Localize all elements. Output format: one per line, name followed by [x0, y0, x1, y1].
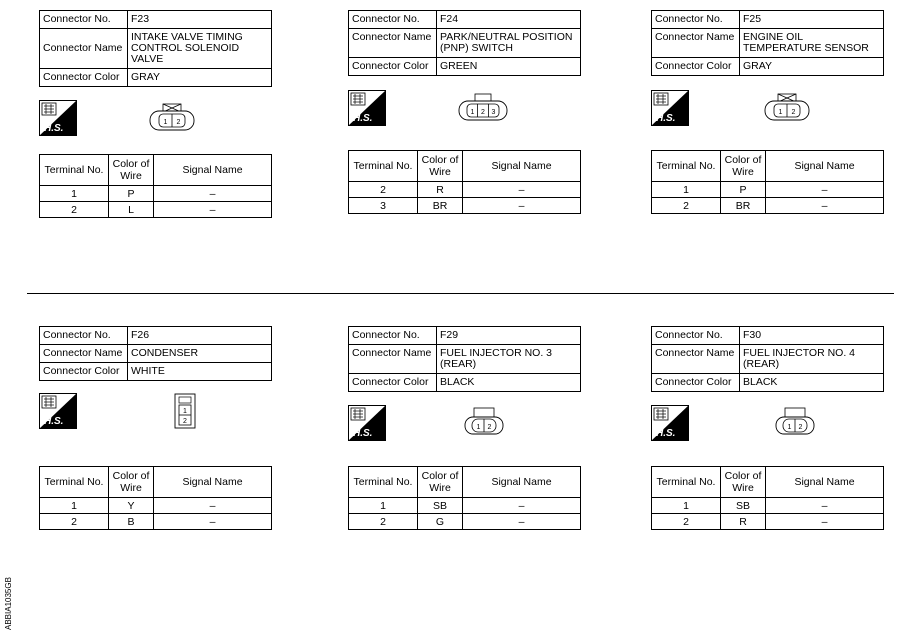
terminal-no-header: Terminal No. — [349, 151, 418, 182]
connector-info-table — [651, 10, 884, 76]
connector-name-label: Connector Name — [349, 29, 437, 58]
pin-label: 1 — [778, 109, 783, 116]
connector-color-label: Connector Color — [40, 363, 128, 381]
signal-cell: – — [766, 182, 884, 198]
connector-block-f26 — [39, 326, 272, 381]
wire-color-cell: BR — [721, 198, 766, 214]
connector-name-label: Connector Name — [40, 29, 128, 69]
table-row — [40, 186, 272, 202]
signal-cell: – — [463, 198, 581, 214]
signal-name-header: Signal Name — [463, 467, 581, 498]
connector-no-value: F23 — [128, 11, 272, 29]
connector-face-diagram — [775, 407, 815, 435]
signal-name-header: Signal Name — [154, 467, 272, 498]
terminal-no-header: Terminal No. — [652, 467, 721, 498]
terminal-no-cell: 2 — [652, 514, 721, 530]
terminal-block-f30 — [651, 466, 884, 530]
terminal-no-header: Terminal No. — [349, 467, 418, 498]
table-row — [349, 182, 581, 198]
table-row — [652, 498, 884, 514]
color-of-wire-header: Color of Wire — [109, 155, 154, 186]
signal-name-header: Signal Name — [766, 467, 884, 498]
connector-color-label: Connector Color — [349, 374, 437, 392]
table-row — [40, 498, 272, 514]
hs-icon — [39, 100, 77, 136]
signal-cell: – — [766, 498, 884, 514]
signal-cell: – — [766, 514, 884, 530]
terminal-no-cell: 1 — [652, 498, 721, 514]
terminal-no-header: Terminal No. — [40, 467, 109, 498]
terminal-table — [651, 150, 884, 214]
table-row — [652, 514, 884, 530]
wire-color-cell: G — [418, 514, 463, 530]
signal-cell: – — [154, 202, 272, 218]
terminal-no-cell: 1 — [40, 498, 109, 514]
pin-label: 2 — [487, 424, 492, 431]
hs-label: H.S. — [656, 113, 676, 124]
connector-no-value: F25 — [740, 11, 884, 29]
terminal-no-cell: 1 — [40, 186, 109, 202]
terminal-no-cell: 1 — [349, 498, 418, 514]
signal-cell: – — [154, 514, 272, 530]
connector-name-label: Connector Name — [652, 345, 740, 374]
signal-cell: – — [766, 198, 884, 214]
terminal-no-header: Terminal No. — [40, 155, 109, 186]
connector-no-label: Connector No. — [349, 327, 437, 345]
color-of-wire-header: Color of Wire — [418, 467, 463, 498]
pin-label: 2 — [183, 418, 187, 425]
connector-block-f29 — [348, 326, 581, 392]
connector-name-value: CONDENSER — [128, 345, 272, 363]
hs-label: H.S. — [353, 428, 373, 439]
connector-name-value: FUEL INJECTOR NO. 3 (REAR) — [437, 345, 581, 374]
connector-face-diagram — [149, 103, 195, 131]
terminal-no-cell: 2 — [40, 514, 109, 530]
connector-name-label: Connector Name — [652, 29, 740, 58]
connector-face-diagram — [174, 393, 196, 429]
terminal-no-cell: 2 — [349, 514, 418, 530]
wire-color-cell: P — [109, 186, 154, 202]
wire-color-cell: P — [721, 182, 766, 198]
signal-name-header: Signal Name — [154, 155, 272, 186]
wire-color-cell: R — [721, 514, 766, 530]
terminal-no-cell: 3 — [349, 198, 418, 214]
connector-no-value: F26 — [128, 327, 272, 345]
hs-icon — [348, 405, 386, 441]
connector-name-label: Connector Name — [40, 345, 128, 363]
connector-no-label: Connector No. — [652, 327, 740, 345]
hs-icon — [39, 393, 77, 429]
connector-color-value: WHITE — [128, 363, 272, 381]
section-divider — [27, 293, 894, 294]
terminal-no-cell: 1 — [652, 182, 721, 198]
signal-cell: – — [463, 182, 581, 198]
wire-color-cell: B — [109, 514, 154, 530]
terminal-no-header: Terminal No. — [652, 151, 721, 182]
color-of-wire-header: Color of Wire — [109, 467, 154, 498]
terminal-no-cell: 2 — [40, 202, 109, 218]
connector-name-value: FUEL INJECTOR NO. 4 (REAR) — [740, 345, 884, 374]
connector-no-label: Connector No. — [652, 11, 740, 29]
hs-icon — [651, 90, 689, 126]
hs-label: H.S. — [44, 416, 64, 427]
connector-color-value: BLACK — [740, 374, 884, 392]
connector-no-value: F24 — [437, 11, 581, 29]
connector-no-value: F29 — [437, 327, 581, 345]
signal-cell: – — [154, 498, 272, 514]
connector-block-f25 — [651, 10, 884, 76]
terminal-block-f26 — [39, 466, 272, 530]
connector-no-label: Connector No. — [40, 11, 128, 29]
pin-label: 1 — [183, 408, 187, 415]
connector-face-diagram — [764, 93, 810, 121]
connector-no-label: Connector No. — [40, 327, 128, 345]
connector-face-diagram — [464, 407, 504, 435]
pin-label: 2 — [791, 109, 796, 116]
wire-color-cell: R — [418, 182, 463, 198]
wire-color-cell: SB — [418, 498, 463, 514]
connector-block-f23 — [39, 10, 272, 87]
connector-name-value: PARK/NEUTRAL POSITION (PNP) SWITCH — [437, 29, 581, 58]
connector-info-table — [651, 326, 884, 392]
pin-label: 3 — [491, 109, 496, 116]
terminal-no-cell: 2 — [652, 198, 721, 214]
pin-label: 1 — [476, 424, 481, 431]
connector-info-table — [348, 10, 581, 76]
wire-color-cell: BR — [418, 198, 463, 214]
terminal-table — [651, 466, 884, 530]
signal-cell: – — [463, 498, 581, 514]
signal-cell: – — [463, 514, 581, 530]
terminal-table — [348, 466, 581, 530]
signal-cell: – — [154, 186, 272, 202]
terminal-table — [39, 154, 272, 218]
pin-label: 2 — [481, 109, 485, 116]
terminal-no-cell: 2 — [349, 182, 418, 198]
pin-label: 1 — [163, 119, 168, 126]
table-row — [349, 498, 581, 514]
connector-info-table — [39, 326, 272, 381]
table-row — [652, 182, 884, 198]
connector-no-value: F30 — [740, 327, 884, 345]
color-of-wire-header: Color of Wire — [721, 467, 766, 498]
connector-block-f24 — [348, 10, 581, 76]
wire-color-cell: Y — [109, 498, 154, 514]
hs-icon — [348, 90, 386, 126]
terminal-block-f29 — [348, 466, 581, 530]
connector-color-label: Connector Color — [349, 58, 437, 76]
terminal-table — [39, 466, 272, 530]
signal-name-header: Signal Name — [766, 151, 884, 182]
table-row — [349, 198, 581, 214]
table-row — [349, 514, 581, 530]
color-of-wire-header: Color of Wire — [721, 151, 766, 182]
pin-label: 1 — [470, 109, 475, 116]
connector-name-value: ENGINE OIL TEMPERATURE SENSOR — [740, 29, 884, 58]
connector-color-value: GREEN — [437, 58, 581, 76]
connector-info-table — [39, 10, 272, 87]
hs-label: H.S. — [353, 113, 373, 124]
connector-name-label: Connector Name — [349, 345, 437, 374]
pin-label: 1 — [787, 424, 792, 431]
color-of-wire-header: Color of Wire — [418, 151, 463, 182]
table-row — [40, 202, 272, 218]
wire-color-cell: SB — [721, 498, 766, 514]
terminal-table — [348, 150, 581, 214]
pin-label: 2 — [176, 119, 181, 126]
signal-name-header: Signal Name — [463, 151, 581, 182]
connector-color-value: GRAY — [740, 58, 884, 76]
table-row — [40, 514, 272, 530]
terminal-block-f24 — [348, 150, 581, 214]
connector-name-value: INTAKE VALVE TIMING CONTROL SOLENOID VALVE — [128, 29, 272, 69]
connector-color-label: Connector Color — [652, 58, 740, 76]
connector-face-diagram — [458, 93, 508, 121]
hs-label: H.S. — [44, 123, 64, 134]
connector-color-label: Connector Color — [652, 374, 740, 392]
hs-icon — [651, 405, 689, 441]
terminal-block-f25 — [651, 150, 884, 214]
figure-code: ABBIA1035GB — [4, 577, 13, 630]
connector-color-value: BLACK — [437, 374, 581, 392]
connector-block-f30 — [651, 326, 884, 392]
connector-color-value: GRAY — [128, 69, 272, 87]
connector-info-table — [348, 326, 581, 392]
table-row — [652, 198, 884, 214]
terminal-block-f23 — [39, 154, 272, 218]
connector-no-label: Connector No. — [349, 11, 437, 29]
connector-color-label: Connector Color — [40, 69, 128, 87]
wire-color-cell: L — [109, 202, 154, 218]
pin-label: 2 — [798, 424, 803, 431]
hs-label: H.S. — [656, 428, 676, 439]
